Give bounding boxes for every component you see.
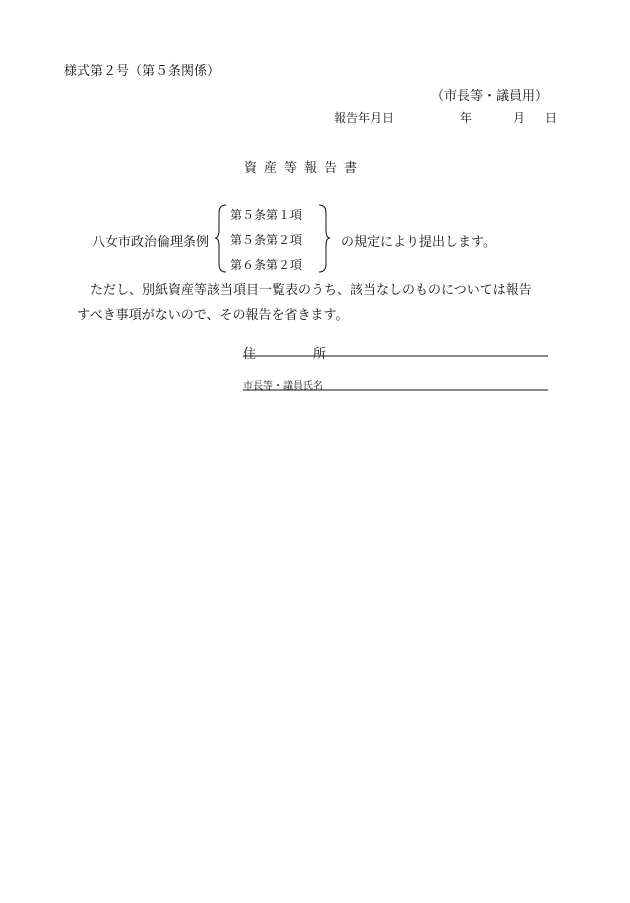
date-month-label: 月: [513, 111, 526, 125]
date-day-label: 日: [545, 111, 558, 125]
report-date-label: 報告年月日: [334, 111, 395, 125]
address-label: 所: [313, 347, 327, 362]
note-line: ただし、別紙資産等該当項目一覧表のうち、該当なしのものについては報告: [90, 283, 532, 298]
right-brace: [319, 205, 330, 272]
name-label: 市長等・議員氏名: [243, 381, 323, 392]
usage-note: （市長等・議員用）: [431, 89, 549, 104]
clause-item: 第６条第２項: [230, 258, 303, 272]
note-line: すべき事項がないので、その報告を省きます。: [77, 308, 349, 323]
submission-text: の規定により提出します。: [341, 235, 496, 250]
clause-item: 第５条第１項: [230, 208, 303, 222]
address-label: 住: [243, 347, 257, 362]
date-year-label: 年: [460, 111, 473, 125]
clause-item: 第５条第２項: [230, 233, 303, 247]
ordinance-name: 八女市政治倫理条例: [92, 235, 210, 250]
document-title: 資産等報告書: [244, 161, 365, 176]
form-number-label: 様式第２号（第５条関係）: [64, 64, 221, 79]
left-brace: [215, 205, 226, 272]
